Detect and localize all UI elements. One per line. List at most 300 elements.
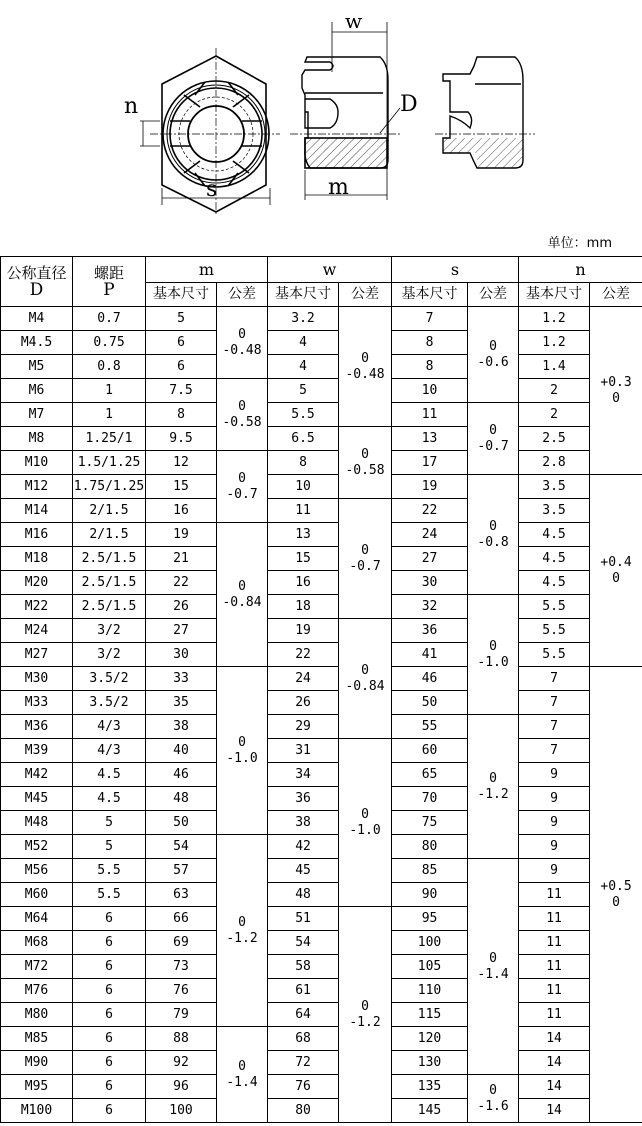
- s-basic-cell: 55: [392, 715, 468, 739]
- w-basic-cell: 4: [268, 355, 339, 379]
- n-basic-cell: 9: [519, 811, 590, 835]
- label-D: D: [400, 92, 418, 117]
- w-basic-cell: 19: [268, 619, 339, 643]
- s-basic-cell: 80: [392, 835, 468, 859]
- table-row: [1, 475, 642, 499]
- table-row: [1, 691, 642, 715]
- m-basic-cell: 8: [146, 403, 217, 427]
- w-basic-cell: 5: [268, 379, 339, 403]
- table-row: [1, 1075, 642, 1099]
- w-basic-cell: 31: [268, 739, 339, 763]
- pitch-cell: 2/1.5: [73, 523, 146, 547]
- pitch-cell: 4/3: [73, 739, 146, 763]
- m-tolerance-cell: [217, 1027, 268, 1123]
- n-tolerance-cell: [590, 475, 642, 667]
- nominal-diameter-cell: M100: [1, 1099, 73, 1123]
- m-basic-cell: 6: [146, 355, 217, 379]
- lower-deviation: -0.48: [222, 342, 262, 358]
- nominal-diameter-cell: M22: [1, 595, 73, 619]
- w-basic-cell: 58: [268, 955, 339, 979]
- nominal-diameter-cell: M30: [1, 667, 73, 691]
- m-basic-cell: 69: [146, 931, 217, 955]
- table-row: [1, 1003, 642, 1027]
- section-view: [435, 57, 535, 168]
- upper-deviation: 0: [489, 770, 497, 786]
- nominal-diameter-cell: M56: [1, 859, 73, 883]
- n-basic-cell: 11: [519, 883, 590, 907]
- n-basic-cell: 3.5: [519, 475, 590, 499]
- nominal-diameter-cell: M5: [1, 355, 73, 379]
- table-row: [1, 547, 642, 571]
- s-basic-cell: 135: [392, 1075, 468, 1099]
- label-m: m: [328, 175, 349, 200]
- pitch-cell: 5.5: [73, 859, 146, 883]
- s-tolerance-cell: [468, 1075, 519, 1123]
- m-basic-cell: 19: [146, 523, 217, 547]
- table-row: [1, 931, 642, 955]
- m-basic-cell: 27: [146, 619, 217, 643]
- lower-deviation: -1.4: [477, 966, 509, 982]
- upper-deviation: 0: [238, 470, 246, 486]
- w-tolerance-cell: [339, 907, 392, 1123]
- w-basic-cell: 38: [268, 811, 339, 835]
- n-basic-cell: 7: [519, 667, 590, 691]
- n-basic-cell: 11: [519, 1003, 590, 1027]
- side-view-slotted: [290, 22, 400, 200]
- pitch-cell: 4.5: [73, 763, 146, 787]
- upper-deviation: 0: [361, 998, 369, 1014]
- nominal-diameter-cell: M42: [1, 763, 73, 787]
- m-basic-cell: 96: [146, 1075, 217, 1099]
- w-basic-cell: 24: [268, 667, 339, 691]
- w-basic-cell: 26: [268, 691, 339, 715]
- pitch-cell: 6: [73, 1027, 146, 1051]
- s-tolerance-cell: [468, 307, 519, 403]
- s-basic-cell: 27: [392, 547, 468, 571]
- nominal-diameter-cell: M48: [1, 811, 73, 835]
- n-tolerance-cell: [590, 667, 642, 1123]
- header-m: m: [146, 257, 268, 283]
- s-basic-cell: 100: [392, 931, 468, 955]
- m-basic-cell: 26: [146, 595, 217, 619]
- n-basic-cell: 2: [519, 403, 590, 427]
- w-basic-cell: 34: [268, 763, 339, 787]
- s-basic-cell: 13: [392, 427, 468, 451]
- m-basic-cell: 35: [146, 691, 217, 715]
- lower-deviation: 0: [612, 894, 620, 910]
- n-basic-cell: 4.5: [519, 523, 590, 547]
- m-basic-cell: 63: [146, 883, 217, 907]
- header-pitch: 螺距 P: [73, 257, 146, 307]
- n-basic-cell: 11: [519, 955, 590, 979]
- w-tolerance-cell: [339, 739, 392, 907]
- upper-deviation: 0: [489, 338, 497, 354]
- s-basic-cell: 120: [392, 1027, 468, 1051]
- upper-deviation: 0: [489, 950, 497, 966]
- s-basic-cell: 8: [392, 331, 468, 355]
- m-basic-cell: 54: [146, 835, 217, 859]
- s-basic-cell: 46: [392, 667, 468, 691]
- m-basic-cell: 15: [146, 475, 217, 499]
- table-row: [1, 523, 642, 547]
- lower-deviation: -0.58: [345, 462, 385, 478]
- s-basic-cell: 145: [392, 1099, 468, 1123]
- upper-deviation: 0: [361, 446, 369, 462]
- s-basic-cell: 32: [392, 595, 468, 619]
- n-basic-cell: 2.5: [519, 427, 590, 451]
- s-basic-cell: 19: [392, 475, 468, 499]
- m-basic-cell: 88: [146, 1027, 217, 1051]
- n-basic-cell: 9: [519, 859, 590, 883]
- pitch-cell: 0.75: [73, 331, 146, 355]
- m-basic-cell: 7.5: [146, 379, 217, 403]
- n-basic-cell: 5.5: [519, 619, 590, 643]
- w-basic-cell: 15: [268, 547, 339, 571]
- nominal-diameter-cell: M6: [1, 379, 73, 403]
- header-s: s: [392, 257, 519, 283]
- lower-deviation: 0: [612, 570, 620, 586]
- m-basic-cell: 76: [146, 979, 217, 1003]
- pitch-cell: 1.75/1.25: [73, 475, 146, 499]
- table-row: [1, 307, 642, 331]
- s-basic-cell: 30: [392, 571, 468, 595]
- n-basic-cell: 1.2: [519, 307, 590, 331]
- s-basic-cell: 36: [392, 619, 468, 643]
- pitch-cell: 3/2: [73, 643, 146, 667]
- s-tolerance-cell: [468, 859, 519, 1075]
- nut-dimensions-table: [0, 256, 642, 1123]
- m-tolerance-cell: [217, 523, 268, 667]
- table-row: [1, 571, 642, 595]
- lower-deviation: -1.6: [477, 1098, 509, 1114]
- header-n-tolerance: 公差: [590, 283, 642, 307]
- pitch-cell: 2.5/1.5: [73, 595, 146, 619]
- w-basic-cell: 16: [268, 571, 339, 595]
- s-tolerance-cell: [468, 475, 519, 595]
- lower-deviation: -0.8: [477, 534, 509, 550]
- n-tolerance-cell: [590, 307, 642, 475]
- upper-deviation: +0.4: [600, 554, 632, 570]
- upper-deviation: 0: [361, 350, 369, 366]
- s-basic-cell: 70: [392, 787, 468, 811]
- pitch-cell: 2/1.5: [73, 499, 146, 523]
- m-basic-cell: 21: [146, 547, 217, 571]
- upper-deviation: 0: [361, 662, 369, 678]
- nominal-diameter-cell: M90: [1, 1051, 73, 1075]
- w-basic-cell: 42: [268, 835, 339, 859]
- m-tolerance-cell: [217, 835, 268, 1027]
- upper-deviation: 0: [238, 326, 246, 342]
- m-basic-cell: 33: [146, 667, 217, 691]
- w-basic-cell: 4: [268, 331, 339, 355]
- nominal-diameter-cell: M7: [1, 403, 73, 427]
- s-basic-cell: 7: [392, 307, 468, 331]
- upper-deviation: +0.3: [600, 374, 632, 390]
- header-m-tolerance: 公差: [217, 283, 268, 307]
- table-row: [1, 499, 642, 523]
- upper-deviation: 0: [361, 542, 369, 558]
- m-basic-cell: 73: [146, 955, 217, 979]
- n-basic-cell: 7: [519, 691, 590, 715]
- w-basic-cell: 72: [268, 1051, 339, 1075]
- table-row: [1, 595, 642, 619]
- slotted-nut-drawing: [0, 0, 642, 215]
- pitch-cell: 6: [73, 931, 146, 955]
- table-row: [1, 451, 642, 475]
- table-row: [1, 883, 642, 907]
- upper-deviation: 0: [238, 914, 246, 930]
- lower-deviation: -1.2: [226, 930, 258, 946]
- pitch-cell: 5.5: [73, 883, 146, 907]
- n-basic-cell: 5.5: [519, 643, 590, 667]
- pitch-cell: 3.5/2: [73, 691, 146, 715]
- lower-deviation: -0.7: [349, 558, 381, 574]
- s-basic-cell: 115: [392, 1003, 468, 1027]
- upper-deviation: +0.5: [600, 878, 632, 894]
- n-basic-cell: 14: [519, 1099, 590, 1123]
- s-basic-cell: 24: [392, 523, 468, 547]
- w-basic-cell: 45: [268, 859, 339, 883]
- lower-deviation: -0.84: [222, 594, 262, 610]
- w-tolerance-cell: [339, 307, 392, 427]
- table-row: [1, 859, 642, 883]
- header-nominal-diameter: 公称直径 D: [1, 257, 73, 307]
- s-tolerance-cell: [468, 595, 519, 715]
- s-tolerance-cell: [468, 715, 519, 859]
- table-row: [1, 643, 642, 667]
- nominal-diameter-cell: M4.5: [1, 331, 73, 355]
- pitch-cell: 3.5/2: [73, 667, 146, 691]
- pitch-cell: 4/3: [73, 715, 146, 739]
- header-w-basic: 基本尺寸: [268, 283, 339, 307]
- table-row: [1, 379, 642, 403]
- table-row: [1, 811, 642, 835]
- w-basic-cell: 13: [268, 523, 339, 547]
- nominal-diameter-cell: M80: [1, 1003, 73, 1027]
- pitch-cell: 2.5/1.5: [73, 571, 146, 595]
- n-basic-cell: 1.2: [519, 331, 590, 355]
- lower-deviation: -0.58: [222, 414, 262, 430]
- w-basic-cell: 8: [268, 451, 339, 475]
- lower-deviation: -0.7: [226, 486, 258, 502]
- lower-deviation: -1.2: [477, 786, 509, 802]
- lower-deviation: 0: [612, 390, 620, 406]
- upper-deviation: 0: [489, 422, 497, 438]
- pitch-cell: 4.5: [73, 787, 146, 811]
- s-basic-cell: 110: [392, 979, 468, 1003]
- nominal-diameter-cell: M76: [1, 979, 73, 1003]
- nominal-diameter-cell: M24: [1, 619, 73, 643]
- s-basic-cell: 41: [392, 643, 468, 667]
- table-row: [1, 955, 642, 979]
- header-m-basic: 基本尺寸: [146, 283, 217, 307]
- w-basic-cell: 18: [268, 595, 339, 619]
- n-basic-cell: 2: [519, 379, 590, 403]
- s-tolerance-cell: [468, 403, 519, 475]
- upper-deviation: 0: [238, 578, 246, 594]
- w-basic-cell: 10: [268, 475, 339, 499]
- w-basic-cell: 11: [268, 499, 339, 523]
- s-basic-cell: 60: [392, 739, 468, 763]
- w-basic-cell: 61: [268, 979, 339, 1003]
- nominal-diameter-cell: M68: [1, 931, 73, 955]
- pitch-cell: 6: [73, 979, 146, 1003]
- w-basic-cell: 3.2: [268, 307, 339, 331]
- m-basic-cell: 12: [146, 451, 217, 475]
- nominal-diameter-cell: M39: [1, 739, 73, 763]
- table-row: [1, 619, 642, 643]
- w-basic-cell: 51: [268, 907, 339, 931]
- m-tolerance-cell: [217, 451, 268, 523]
- nominal-diameter-cell: M18: [1, 547, 73, 571]
- table-row: [1, 427, 642, 451]
- s-basic-cell: 75: [392, 811, 468, 835]
- n-basic-cell: 9: [519, 835, 590, 859]
- table-row: [1, 403, 642, 427]
- pitch-cell: 0.7: [73, 307, 146, 331]
- m-basic-cell: 5: [146, 307, 217, 331]
- upper-deviation: 0: [361, 806, 369, 822]
- m-basic-cell: 66: [146, 907, 217, 931]
- header-s-basic: 基本尺寸: [392, 283, 468, 307]
- s-basic-cell: 65: [392, 763, 468, 787]
- nominal-diameter-cell: M36: [1, 715, 73, 739]
- pitch-cell: 6: [73, 955, 146, 979]
- upper-deviation: 0: [238, 1058, 246, 1074]
- m-basic-cell: 9.5: [146, 427, 217, 451]
- nominal-diameter-cell: M27: [1, 643, 73, 667]
- w-basic-cell: 22: [268, 643, 339, 667]
- w-basic-cell: 64: [268, 1003, 339, 1027]
- table-row: [1, 667, 642, 691]
- n-basic-cell: 4.5: [519, 571, 590, 595]
- s-basic-cell: 10: [392, 379, 468, 403]
- pitch-cell: 6: [73, 1075, 146, 1099]
- w-basic-cell: 29: [268, 715, 339, 739]
- w-basic-cell: 76: [268, 1075, 339, 1099]
- w-basic-cell: 80: [268, 1099, 339, 1123]
- n-basic-cell: 2.8: [519, 451, 590, 475]
- n-basic-cell: 11: [519, 931, 590, 955]
- table-row: [1, 907, 642, 931]
- table-row: [1, 787, 642, 811]
- label-n: n: [124, 94, 139, 119]
- w-tolerance-cell: [339, 499, 392, 619]
- table-row: [1, 331, 642, 355]
- w-tolerance-cell: [339, 619, 392, 739]
- nominal-diameter-cell: M4: [1, 307, 73, 331]
- nominal-diameter-cell: M8: [1, 427, 73, 451]
- nominal-diameter-cell: M85: [1, 1027, 73, 1051]
- n-basic-cell: 4.5: [519, 547, 590, 571]
- lower-deviation: -1.0: [226, 750, 258, 766]
- header-n-basic: 基本尺寸: [519, 283, 590, 307]
- n-basic-cell: 11: [519, 907, 590, 931]
- lower-deviation: -0.48: [345, 366, 385, 382]
- header-w-tolerance: 公差: [339, 283, 392, 307]
- nominal-diameter-cell: M45: [1, 787, 73, 811]
- nominal-diameter-cell: M10: [1, 451, 73, 475]
- pitch-cell: 6: [73, 907, 146, 931]
- w-basic-cell: 54: [268, 931, 339, 955]
- nominal-diameter-cell: M14: [1, 499, 73, 523]
- nominal-diameter-cell: M64: [1, 907, 73, 931]
- s-basic-cell: 105: [392, 955, 468, 979]
- pitch-cell: 0.8: [73, 355, 146, 379]
- label-w: w: [345, 9, 363, 33]
- n-basic-cell: 14: [519, 1051, 590, 1075]
- upper-deviation: 0: [489, 518, 497, 534]
- w-basic-cell: 5.5: [268, 403, 339, 427]
- s-basic-cell: 95: [392, 907, 468, 931]
- header-w: w: [268, 257, 392, 283]
- nominal-diameter-cell: M52: [1, 835, 73, 859]
- lower-deviation: -1.0: [349, 822, 381, 838]
- table-body: [1, 307, 642, 1123]
- label-s: s: [206, 177, 218, 202]
- m-basic-cell: 40: [146, 739, 217, 763]
- pitch-cell: 6: [73, 1051, 146, 1075]
- n-basic-cell: 7: [519, 739, 590, 763]
- s-basic-cell: 8: [392, 355, 468, 379]
- m-basic-cell: 79: [146, 1003, 217, 1027]
- nominal-diameter-cell: M33: [1, 691, 73, 715]
- m-tolerance-cell: [217, 307, 268, 379]
- nominal-diameter-cell: M95: [1, 1075, 73, 1099]
- table-row: [1, 355, 642, 379]
- n-basic-cell: 7: [519, 715, 590, 739]
- m-basic-cell: 16: [146, 499, 217, 523]
- nominal-diameter-cell: M60: [1, 883, 73, 907]
- n-basic-cell: 3.5: [519, 499, 590, 523]
- pitch-cell: 2.5/1.5: [73, 547, 146, 571]
- n-basic-cell: 9: [519, 787, 590, 811]
- pitch-cell: 1: [73, 379, 146, 403]
- table-row: [1, 1027, 642, 1051]
- table-row: [1, 763, 642, 787]
- n-basic-cell: 11: [519, 979, 590, 1003]
- w-tolerance-cell: [339, 427, 392, 499]
- header-s-tolerance: 公差: [468, 283, 519, 307]
- nominal-diameter-cell: M20: [1, 571, 73, 595]
- s-basic-cell: 17: [392, 451, 468, 475]
- m-basic-cell: 100: [146, 1099, 217, 1123]
- m-basic-cell: 38: [146, 715, 217, 739]
- w-basic-cell: 36: [268, 787, 339, 811]
- upper-deviation: 0: [238, 398, 246, 414]
- pitch-cell: 1: [73, 403, 146, 427]
- w-basic-cell: 68: [268, 1027, 339, 1051]
- upper-deviation: 0: [489, 638, 497, 654]
- m-basic-cell: 22: [146, 571, 217, 595]
- pitch-cell: 6: [73, 1003, 146, 1027]
- pitch-cell: 1.5/1.25: [73, 451, 146, 475]
- m-basic-cell: 57: [146, 859, 217, 883]
- table-row: [1, 979, 642, 1003]
- table-row: [1, 1051, 642, 1075]
- upper-deviation: 0: [238, 734, 246, 750]
- n-basic-cell: 14: [519, 1027, 590, 1051]
- n-basic-cell: 9: [519, 763, 590, 787]
- m-basic-cell: 30: [146, 643, 217, 667]
- pitch-cell: 1.25/1: [73, 427, 146, 451]
- nominal-diameter-cell: M16: [1, 523, 73, 547]
- lower-deviation: -1.4: [226, 1074, 258, 1090]
- m-basic-cell: 50: [146, 811, 217, 835]
- s-basic-cell: 11: [392, 403, 468, 427]
- s-basic-cell: 85: [392, 859, 468, 883]
- pitch-cell: 3/2: [73, 619, 146, 643]
